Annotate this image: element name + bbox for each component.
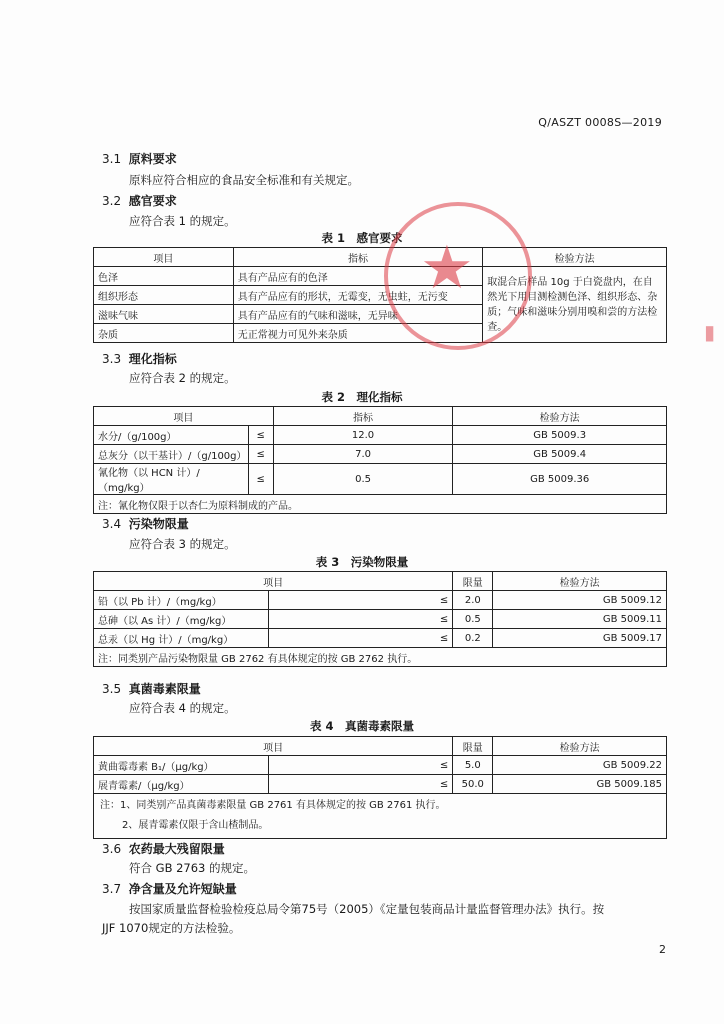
section-3-4-text: 应符合表 3 的规定。: [129, 537, 236, 551]
section-number: 3.1: [102, 152, 122, 166]
spec-cell: 具有产品应有的形状，无霉变，无虫蛀，无污变: [233, 286, 483, 305]
standard-code: Q/ASZT 0008S—2019: [538, 116, 662, 129]
section-3-7-text-line2: JJF 1070规定的方法检验。: [102, 921, 241, 935]
section-title: 感官要求: [128, 194, 177, 208]
table-header: 检验方法: [483, 248, 667, 267]
item-cell: 展青霉素/（μg/kg）: [94, 775, 269, 794]
table-note-row: [94, 495, 667, 514]
table-3-caption: 表 3 污染物限量: [315, 555, 409, 569]
section-3-6-text: 符合 GB 2763 的规定。: [129, 861, 256, 875]
table-header: 限量: [453, 572, 493, 591]
table-note-line: 2、展青霉素仅限于含山楂制品。: [122, 820, 269, 831]
item-cell: 总砷（以 As 计）/（mg/kg）: [94, 610, 269, 629]
method-cell: GB 5009.22: [493, 756, 667, 775]
table-row: [94, 267, 667, 286]
section-3-3-text: 应符合表 2 的规定。: [129, 371, 236, 385]
table-note-line: 注：1、同类别产品真菌毒素限量 GB 2761 有具体规定的按 GB 2761 执行。: [100, 800, 446, 811]
value-cell: 2.0: [453, 591, 493, 610]
method-cell: GB 5009.12: [493, 591, 667, 610]
table-header: 项目: [94, 248, 234, 267]
table-header: 项目: [94, 407, 274, 426]
table-note: [94, 794, 667, 839]
operator-cell: ≤: [268, 610, 453, 629]
operator-cell: ≤: [268, 775, 453, 794]
seam-seal-fragment: ▮: [704, 320, 716, 344]
item-cell: 组织形态: [94, 286, 234, 305]
table-header: 项目: [94, 572, 453, 591]
table-header: 项目: [94, 737, 453, 756]
operator-cell: ≤: [268, 591, 453, 610]
section-title: 理化指标: [128, 352, 177, 366]
value-cell: 0.5: [453, 610, 493, 629]
method-cell: GB 5009.185: [493, 775, 667, 794]
operator-cell: ≤: [248, 426, 273, 445]
operator-cell: ≤: [268, 629, 453, 648]
value-cell: 5.0: [453, 756, 493, 775]
section-3-1-text: 原料应符合相应的食品安全标准和有关规定。: [129, 173, 359, 187]
table-note-row: [94, 648, 667, 667]
table-note: 注：氰化物仅限于以杏仁为原料制成的产品。: [94, 495, 667, 514]
table-header: 指标: [233, 248, 483, 267]
method-cell: GB 5009.3: [453, 426, 667, 445]
value-cell: 0.5: [273, 464, 453, 495]
item-cell: 黄曲霉毒素 B₁/（μg/kg）: [94, 756, 269, 775]
value-cell: 50.0: [453, 775, 493, 794]
item-cell: 铅（以 Pb 计）/（mg/kg）: [94, 591, 269, 610]
operator-cell: ≤: [268, 756, 453, 775]
section-number: 3.2: [102, 194, 122, 208]
method-cell: GB 5009.11: [493, 610, 667, 629]
section-3-4-heading: [102, 515, 189, 532]
table-row: [94, 426, 667, 445]
table-4-mycotoxins: [93, 736, 667, 839]
section-3-7-heading: [102, 880, 237, 897]
value-cell: 12.0: [273, 426, 453, 445]
section-title: 原料要求: [128, 152, 177, 166]
section-title: 净含量及允许短缺量: [128, 882, 237, 896]
spec-cell: 无正常视力可见外来杂质: [233, 324, 483, 343]
method-cell: GB 5009.17: [493, 629, 667, 648]
method-cell: 取混合后样品 10g 于白瓷盘内，在自然光下用目测检测色泽、组织形态、杂质；气味和滋味分别用嗅和尝的方法检查。: [483, 267, 667, 343]
table-2-caption: 表 2 理化指标: [321, 390, 403, 404]
table-row: [94, 775, 667, 794]
item-cell: 水分/（g/100g）: [94, 426, 249, 445]
section-3-5-heading: [102, 680, 201, 697]
table-header: 检验方法: [493, 572, 667, 591]
table-4-caption: 表 4 真菌毒素限量: [309, 719, 414, 733]
section-3-2-text: 应符合表 1 的规定。: [129, 214, 236, 228]
spec-cell: 具有产品应有的气味和滋味，无异味: [233, 305, 483, 324]
section-number: 3.6: [102, 842, 122, 856]
table-header: 检验方法: [453, 407, 667, 426]
operator-cell: ≤: [248, 464, 273, 495]
table-row: [94, 629, 667, 648]
section-3-2-heading: [102, 192, 177, 209]
item-cell: 滋味气味: [94, 305, 234, 324]
table-3-contaminants: [93, 571, 667, 667]
section-3-7-text-line1: 按国家质量监督检验检疫总局令第75号（2005）《定量包装商品计量监督管理办法》执行。按: [129, 902, 605, 916]
page-number: 2: [659, 943, 666, 956]
table-1-caption: 表 1 感官要求: [321, 231, 403, 245]
table-note: 注：同类别产品污染物限量 GB 2762 有具体规定的按 GB 2762 执行。: [94, 648, 667, 667]
item-cell: 总灰分（以干基计）/（g/100g）: [94, 445, 249, 464]
value-cell: 7.0: [273, 445, 453, 464]
section-title: 污染物限量: [128, 517, 189, 531]
item-cell: 杂质: [94, 324, 234, 343]
section-number: 3.7: [102, 882, 122, 896]
section-title: 农药最大残留限量: [128, 842, 225, 856]
item-cell: 氰化物（以 HCN 计）/（mg/kg）: [94, 464, 249, 495]
value-cell: 0.2: [453, 629, 493, 648]
section-number: 3.3: [102, 352, 122, 366]
table-row: [94, 756, 667, 775]
table-1-sensory: [93, 247, 667, 343]
method-cell: GB 5009.4: [453, 445, 667, 464]
section-number: 3.4: [102, 517, 122, 531]
table-header: 指标: [273, 407, 453, 426]
table-header: 检验方法: [493, 737, 667, 756]
operator-cell: ≤: [248, 445, 273, 464]
table-row: [94, 591, 667, 610]
section-3-3-heading: [102, 350, 177, 367]
method-cell: GB 5009.36: [453, 464, 667, 495]
section-number: 3.5: [102, 682, 122, 696]
section-3-5-text: 应符合表 4 的规定。: [129, 701, 236, 715]
section-title: 真菌毒素限量: [128, 682, 201, 696]
table-row: [94, 464, 667, 495]
table-row: [94, 445, 667, 464]
table-row: [94, 610, 667, 629]
item-cell: 色泽: [94, 267, 234, 286]
spec-cell: 具有产品应有的色泽: [233, 267, 483, 286]
section-3-1-heading: [102, 150, 177, 167]
table-2-physicochemical: [93, 406, 667, 514]
table-note-row: [94, 794, 667, 839]
table-header: 限量: [453, 737, 493, 756]
seal-star-icon: ★: [420, 233, 474, 303]
item-cell: 总汞（以 Hg 计）/（mg/kg）: [94, 629, 269, 648]
section-3-6-heading: [102, 840, 225, 857]
